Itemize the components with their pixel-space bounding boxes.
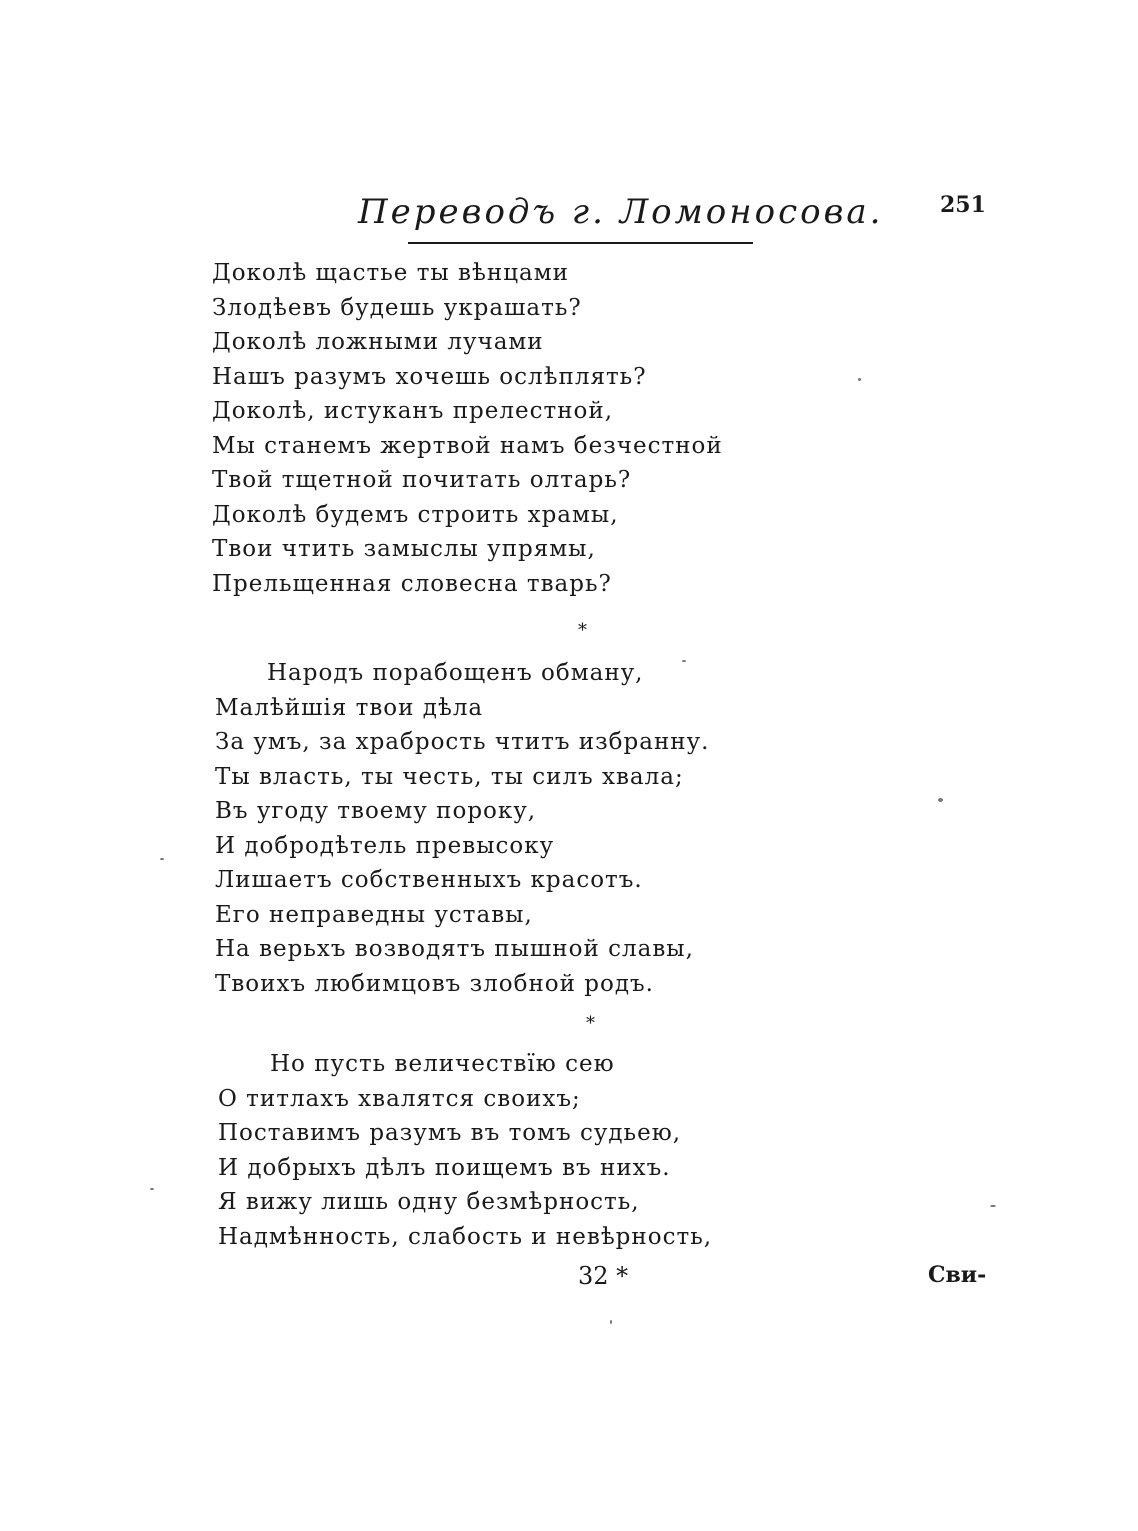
- verse-line: Доколѣ щастье ты вѣнцами: [212, 260, 569, 286]
- verse-line: И добрыхъ дѣлъ поищемъ въ нихъ.: [218, 1154, 671, 1181]
- verse-line: На верьхъ возводятъ пышной славы,: [215, 936, 694, 962]
- catchword: Сви-: [928, 1262, 987, 1288]
- verse-line: Но пусть величествїю сею: [270, 1051, 615, 1077]
- stanza-3: [218, 1047, 712, 1254]
- verse-line: Доколѣ, истуканъ прелестной,: [212, 398, 614, 424]
- title-rule: [408, 242, 753, 244]
- verse-line: Малѣйшія твои дѣла: [215, 694, 484, 721]
- verse-line: За умъ, за храбрость чтитъ избранну.: [215, 729, 710, 755]
- verse-line: Поставимъ разумъ въ томъ судьею,: [218, 1120, 682, 1146]
- paper-speck: [160, 858, 164, 860]
- verse-line: Мы станемъ жертвой намъ безчестной: [212, 432, 723, 459]
- paper-speck: [858, 378, 861, 381]
- verse-line: Въ угоду твоему пороку,: [215, 798, 537, 824]
- verse-line: Доколѣ ложными лучами: [212, 329, 544, 355]
- verse-line: Твоихъ любимцовъ злобной родъ.: [215, 970, 654, 997]
- running-title: Переводъ г. Ломоносова.: [358, 192, 884, 232]
- verse-line: Злодѣевъ будешь украшать?: [212, 294, 582, 321]
- verse-line: Прельщенная словесна тварь?: [212, 570, 612, 597]
- signature-mark: 32 *: [578, 1262, 629, 1290]
- paper-speck: [682, 660, 686, 662]
- paper-speck: [150, 1188, 154, 1190]
- stanza-divider-1: *: [578, 620, 587, 641]
- verse-line: Народъ порабощенъ обману,: [267, 660, 644, 686]
- verse-line: Надмѣнность, слабость и невѣрность,: [218, 1223, 713, 1250]
- verse-line: Ты власть, ты честь, ты силъ хвала;: [215, 763, 684, 790]
- verse-line: О титлахъ хвалятся своихъ;: [218, 1085, 581, 1112]
- stanza-2: [215, 656, 709, 1001]
- page-number: 251: [940, 192, 986, 218]
- verse-line: Я вижу лишь одну безмѣрность,: [218, 1189, 640, 1215]
- verse-line: Твои чтить замыслы упрямы,: [212, 536, 596, 562]
- verse-line: Доколѣ будемъ строить храмы,: [212, 501, 619, 528]
- verse-line: Нашъ разумъ хочешь ослѣплять?: [212, 363, 647, 390]
- verse-line: Его неправедны уставы,: [215, 901, 533, 928]
- paper-speck: [610, 1320, 612, 1324]
- paper-speck: [938, 798, 943, 802]
- paper-speck: [990, 1205, 996, 1207]
- verse-line: И добродѣтель превысоку: [215, 832, 555, 859]
- stanza-divider-2: *: [586, 1013, 595, 1034]
- stanza-1: [212, 256, 723, 601]
- verse-line: Лишаетъ собственныхъ красотъ.: [215, 867, 643, 893]
- verse-line: Твой тщетной почитать олтарь?: [212, 467, 632, 493]
